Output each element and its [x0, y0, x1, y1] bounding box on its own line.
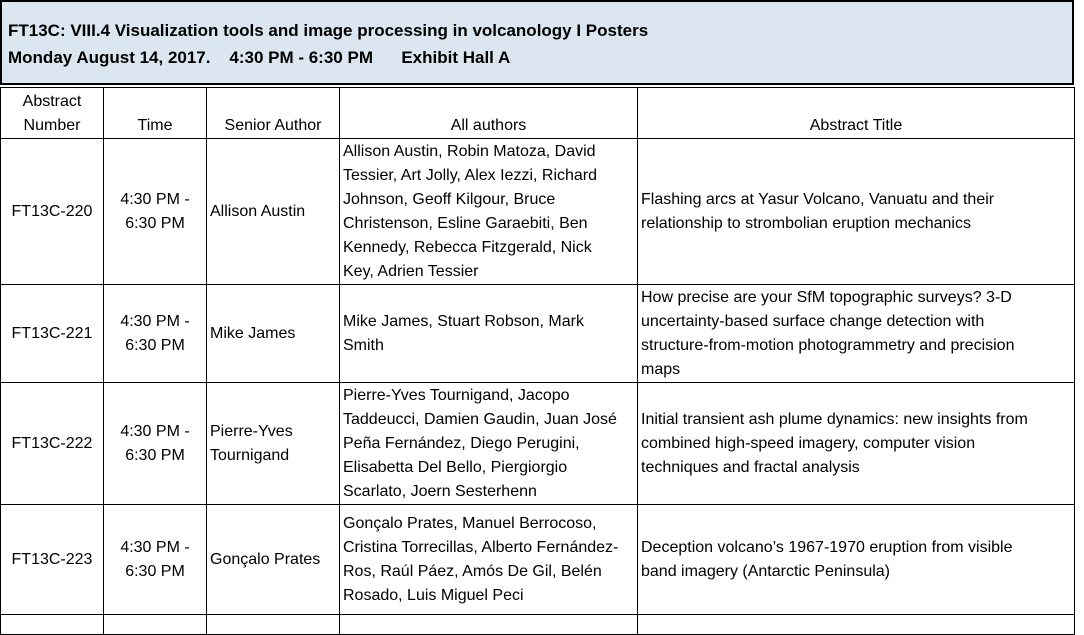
table-row [1, 285, 1075, 383]
time-cell: 4:30 PM - 6:30 PM [104, 383, 207, 505]
empty-cell [207, 615, 340, 635]
all-authors-cell: Pierre-Yves Tournigand, Jacopo Taddeucci, Damien Gaudin, Juan José Peña Fernández, Diego Perugini, Elisabetta Del Bello, Piergiorgio Scarlato, Joern Sesterhenn [340, 383, 638, 505]
senior-author-cell: Allison Austin [207, 139, 340, 285]
time-cell: 4:30 PM - 6:30 PM [104, 505, 207, 615]
senior-author-cell: Mike James [207, 285, 340, 383]
empty-cell [340, 615, 638, 635]
abstract-number-cell: FT13C-223 [1, 505, 104, 615]
abstract-title-cell: Initial transient ash plume dynamics: new insights from combined high-speed imagery, computer vision techniques and fractal analysis [638, 383, 1075, 505]
abstract-number-cell: FT13C-220 [1, 139, 104, 285]
all-authors-cell: Gonçalo Prates, Manuel Berrocoso, Cristina Torrecillas, Alberto Fernández- Ros, Raúl Páez, Amós De Gil, Belén Rosado, Luis Miguel Peci [340, 505, 638, 615]
column-header-abstract-title: Abstract Title [638, 88, 1075, 139]
empty-cell [104, 615, 207, 635]
poster-table [0, 87, 1075, 635]
senior-author-cell: Pierre-Yves Tournigand [207, 383, 340, 505]
time-cell: 4:30 PM - 6:30 PM [104, 285, 207, 383]
all-authors-cell: Allison Austin, Robin Matoza, David Tessier, Art Jolly, Alex Iezzi, Richard Johnson, Geoff Kilgour, Bruce Christenson, Esline Garaebiti, Ben Kennedy, Rebecca Fitzgerald, Nick Key, Adrien Tessier [340, 139, 638, 285]
senior-author-cell: Gonçalo Prates [207, 505, 340, 615]
abstract-title-cell: How precise are your SfM topographic surveys? 3-D uncertainty-based surface change detection with structure-from-motion photogrammetry and precision maps [638, 285, 1075, 383]
abstract-number-cell: FT13C-222 [1, 383, 104, 505]
table-row [1, 139, 1075, 285]
all-authors-cell: Mike James, Stuart Robson, Mark Smith [340, 285, 638, 383]
column-header-senior-author: Senior Author [207, 88, 340, 139]
table-row [1, 383, 1075, 505]
session-title: FT13C: VIII.4 Visualization tools and image processing in volcanology I Posters [8, 21, 649, 40]
time-cell: 4:30 PM - 6:30 PM [104, 139, 207, 285]
table-row [1, 505, 1075, 615]
table-row-partial [1, 615, 1075, 635]
table-header-row [1, 88, 1075, 139]
abstract-title-cell: Deception volcano’s 1967-1970 eruption from visible band imagery (Antarctic Peninsula) [638, 505, 1075, 615]
column-header-all-authors: All authors [340, 88, 638, 139]
abstract-title-cell: Flashing arcs at Yasur Volcano, Vanuatu and their relationship to strombolian eruption mechanics [638, 139, 1075, 285]
abstract-number-cell: FT13C-221 [1, 285, 104, 383]
empty-cell [638, 615, 1075, 635]
session-subtitle: Monday August 14, 2017. 4:30 PM - 6:30 PM Exhibit Hall A [8, 48, 511, 67]
column-header-abstract-number: Abstract Number [1, 88, 104, 139]
column-header-time: Time [104, 88, 207, 139]
empty-cell [1, 615, 104, 635]
session-header [0, 0, 1074, 85]
